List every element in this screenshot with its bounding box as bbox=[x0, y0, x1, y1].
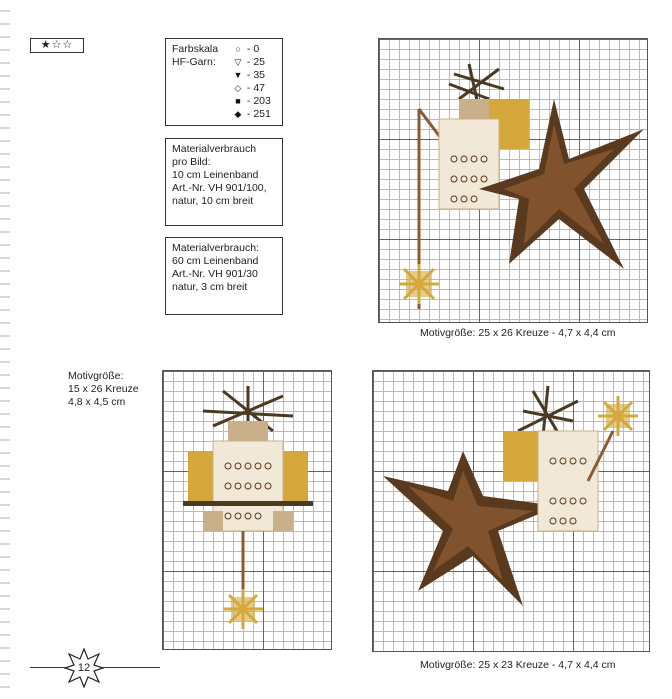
diamond-outline-symbol-icon: ◇ bbox=[234, 83, 242, 93]
diamond-filled-symbol-icon: ◆ bbox=[234, 109, 242, 119]
legend-item: ▽ - 25 bbox=[232, 56, 271, 69]
cross-stitch-chart-bottom bbox=[372, 370, 650, 652]
small-chart-caption: Motivgröße: 15 x 26 Kreuze 4,8 x 4,5 cm bbox=[68, 370, 139, 408]
spiral-binding bbox=[0, 0, 10, 699]
top-chart-caption: Motivgröße: 25 x 26 Kreuze - 4,7 x 4,4 cm bbox=[420, 327, 616, 339]
legend-title: Farbskala HF-Garn: bbox=[172, 43, 219, 68]
angel-with-star-pattern bbox=[379, 39, 649, 324]
cross-stitch-chart-top bbox=[378, 38, 648, 323]
triangle-outline-symbol-icon: ▽ bbox=[234, 57, 242, 67]
difficulty-rating: ★☆☆ bbox=[30, 38, 84, 53]
legend-item: ◆ - 251 bbox=[232, 108, 271, 121]
material-info-box-2: Materialverbrauch: 60 cm Leinenband Art.-Nr. VH 901/30 natur, 3 cm breit bbox=[165, 237, 283, 315]
legend-item: ◇ - 47 bbox=[232, 82, 271, 95]
bottom-chart-caption: Motivgröße: 25 x 23 Kreuze - 4,7 x 4,4 cm bbox=[420, 659, 616, 671]
material-info-box-1: Materialverbrauch pro Bild: 10 cm Leinenband Art.-Nr. VH 901/100, natur, 10 cm breit bbox=[165, 138, 283, 226]
star-with-angel-pattern bbox=[373, 371, 651, 653]
page-number: 12 bbox=[77, 662, 91, 674]
legend-item: ○ - 0 bbox=[232, 43, 271, 56]
legend-list bbox=[232, 43, 271, 121]
square-filled-symbol-icon: ■ bbox=[235, 96, 241, 106]
circle-symbol-icon: ○ bbox=[235, 44, 241, 54]
cross-stitch-chart-angel bbox=[162, 370, 332, 650]
color-legend bbox=[165, 38, 283, 126]
legend-item: ▼ - 35 bbox=[233, 69, 266, 81]
legend-item: ■ - 203 bbox=[232, 95, 271, 108]
triangle-filled-symbol-icon: ▼ bbox=[233, 70, 243, 80]
angel-with-lantern-pattern bbox=[163, 371, 333, 651]
